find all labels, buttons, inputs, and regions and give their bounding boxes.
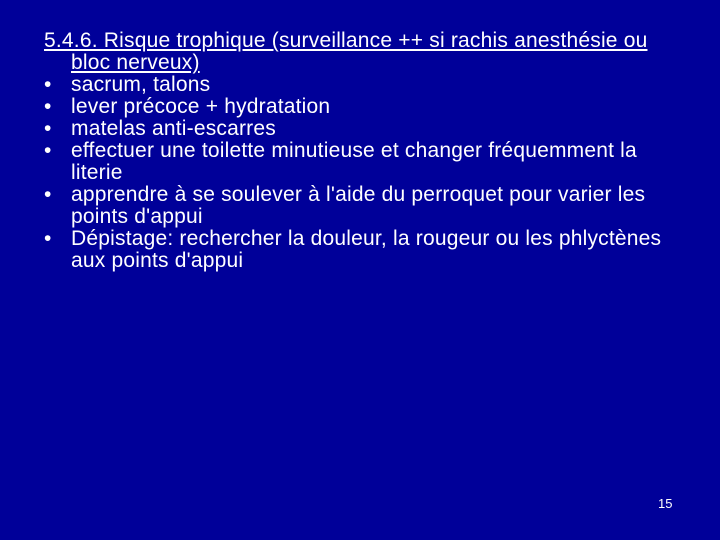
bullet-marker: • — [44, 227, 52, 250]
bullet-item — [44, 96, 684, 118]
bullet-text: effectuer une toilette minutieuse et changer fréquemment la literie — [71, 139, 637, 184]
bullet-text: Dépistage: rechercher la douleur, la rougeur ou les phlyctènes aux points d'appui — [71, 227, 662, 272]
bullet-text: lever précoce + hydratation — [71, 95, 331, 118]
bullet-marker: • — [44, 73, 52, 96]
bullet-marker: • — [44, 183, 52, 206]
bullet-text: matelas anti-escarres — [71, 117, 276, 140]
bullet-marker: • — [44, 139, 52, 162]
slide-content — [44, 30, 684, 272]
bullet-item — [44, 140, 684, 184]
bullet-item — [44, 228, 684, 272]
bullet-item — [44, 184, 684, 228]
bullet-marker: • — [44, 117, 52, 140]
bullet-item — [44, 74, 684, 96]
bullet-text: apprendre à se soulever à l'aide du perroquet pour varier les points d'appui — [71, 183, 646, 228]
bullet-text: sacrum, talons — [71, 73, 211, 96]
slide-heading: 5.4.6. Risque trophique (surveillance ++ si rachis anesthésie ou bloc nerveux) — [44, 29, 648, 74]
bullet-item — [44, 118, 684, 140]
bullet-list — [44, 74, 684, 272]
bullet-marker: • — [44, 95, 52, 118]
page-number: 15 — [658, 496, 673, 511]
